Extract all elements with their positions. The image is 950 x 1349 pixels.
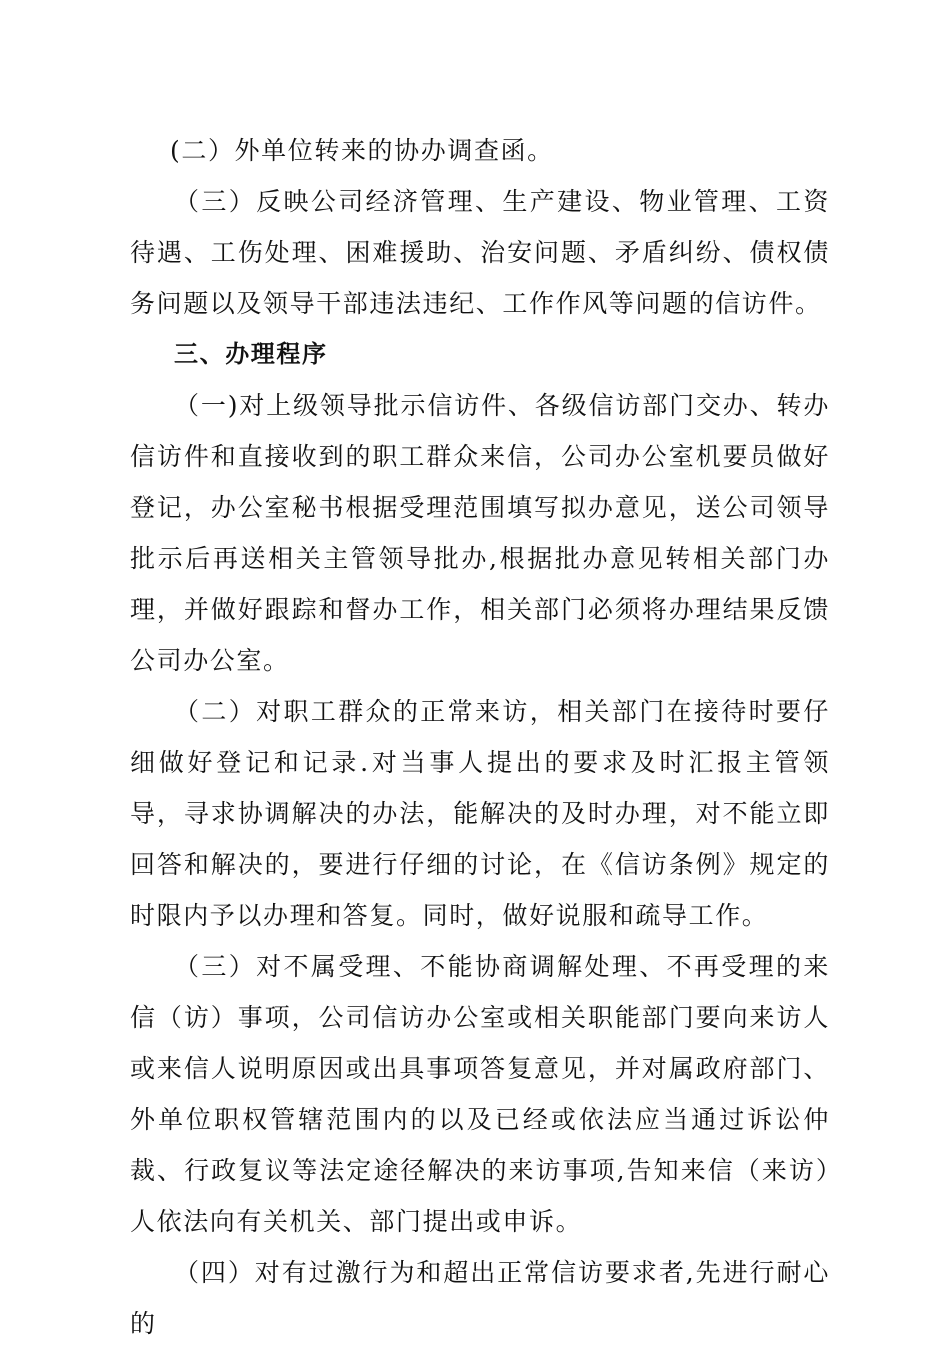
section-heading-procedure: 三、办理程序: [174, 340, 328, 368]
paragraph-procedure-3: （三）对不属受理、不能协商调解处理、不再受理的来信（访）事项，公司信访办公室或相关职能部门要向来访人或来信人说明原因或出具事项答复意见，并对属政府部门、外单位职权管辖范围内的以及已经或依法应当通过诉讼仲裁、行政复议等法定途径解决的来访事项,告知来信（来访）人依法向有关机关、部门提出或申诉。: [130, 952, 830, 1236]
paragraph-procedure-2: （二）对职工群众的正常来访，相关部门在接待时要仔细做好登记和记录.对当事人提出的要求及时汇报主管领导，寻求协调解决的办法，能解决的及时办理，对不能立即回答和解决的，要进行仔细的讨论，在《信访条例》规定的时限内予以办理和答复。同时，做好说服和疏导工作。: [130, 697, 830, 930]
paragraph-item-3: （三）反映公司经济管理、生产建设、物业管理、工资待遇、工伤处理、困难援助、治安问题、矛盾纠纷、债权债务问题以及领导干部违法违纪、工作作风等问题的信访件。: [130, 187, 830, 318]
paragraph-item-2: (二）外单位转来的协办调查函。: [170, 136, 554, 165]
paragraph-procedure-1: （一)对上级领导批示信访件、各级信访部门交办、转办信访件和直接收到的职工群众来信，公司办公室机要员做好登记，办公室秘书根据受理范围填写拟办意见，送公司领导批示后再送相关主管领导批办,根据批办意见转相关部门办理，并做好跟踪和督办工作，相关部门必须将办理结果反馈公司办公室。: [130, 391, 830, 675]
document-body: [130, 125, 830, 1349]
paragraph-procedure-4: （四）对有过激行为和超出正常信访要求者,先进行耐心的: [130, 1258, 830, 1338]
